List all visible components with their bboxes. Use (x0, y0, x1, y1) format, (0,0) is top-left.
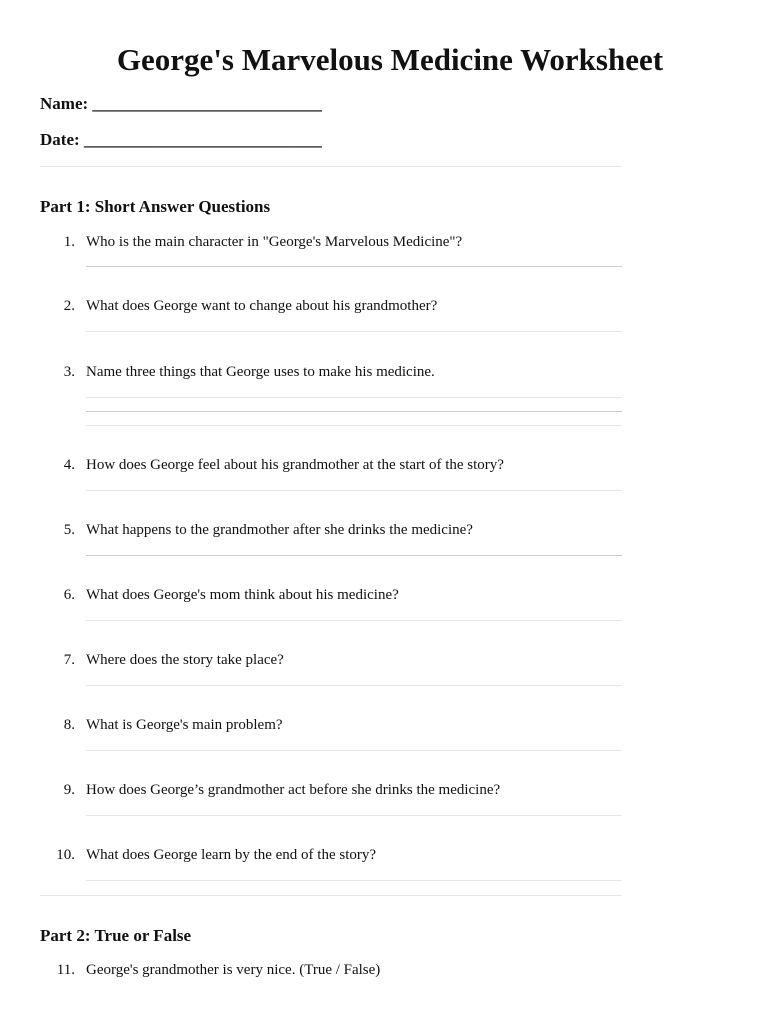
answer-line (86, 750, 622, 751)
question-number: 1. (63, 234, 75, 250)
question-text: What does George want to change about his grandmother? (86, 298, 438, 314)
section-divider (40, 895, 622, 896)
question-text: What happens to the grandmother after she drinks the medicine? (86, 522, 473, 538)
question-number: 2. (63, 298, 75, 314)
answer-line (86, 880, 622, 881)
answer-line (86, 490, 622, 491)
answer-line (86, 815, 622, 816)
answer-line (86, 411, 622, 412)
question-text: How does George’s grandmother act before she drinks the medicine? (86, 782, 501, 798)
name-field: Name: ___________________________ (40, 94, 322, 113)
answer-line (86, 425, 622, 426)
answer-line (86, 685, 622, 686)
question-text: What is George's main problem? (86, 717, 283, 733)
answer-line (86, 620, 622, 621)
question-number: 11. (56, 962, 75, 978)
question-number: 9. (63, 782, 75, 798)
question-number: 8. (63, 717, 75, 733)
question-number: 7. (63, 652, 75, 668)
question-text: What does George learn by the end of the story? (86, 847, 377, 863)
question-text: How does George feel about his grandmother at the start of the story? (86, 457, 504, 473)
question-text: George's grandmother is very nice. (True / False) (86, 962, 381, 978)
question-text: Who is the main character in "George's Marvelous Medicine"? (86, 234, 463, 250)
question-number: 3. (63, 364, 75, 380)
section-divider (40, 166, 622, 167)
answer-line (86, 397, 622, 398)
question-text: Name three things that George uses to make his medicine. (86, 364, 435, 380)
question-number: 10. (56, 847, 75, 863)
answer-line (86, 331, 622, 332)
date-field: Date: ____________________________ (40, 130, 322, 149)
question-number: 4. (63, 457, 75, 473)
part1-heading: Part 1: Short Answer Questions (40, 197, 271, 216)
question-number: 6. (63, 587, 75, 603)
part2-heading: Part 2: True or False (40, 926, 192, 945)
worksheet-title: George's Marvelous Medicine Worksheet (116, 42, 664, 77)
answer-line (86, 555, 622, 556)
answer-line (86, 266, 622, 267)
question-text: Where does the story take place? (86, 652, 284, 668)
question-number: 5. (63, 522, 75, 538)
question-text: What does George's mom think about his medicine? (86, 587, 399, 603)
